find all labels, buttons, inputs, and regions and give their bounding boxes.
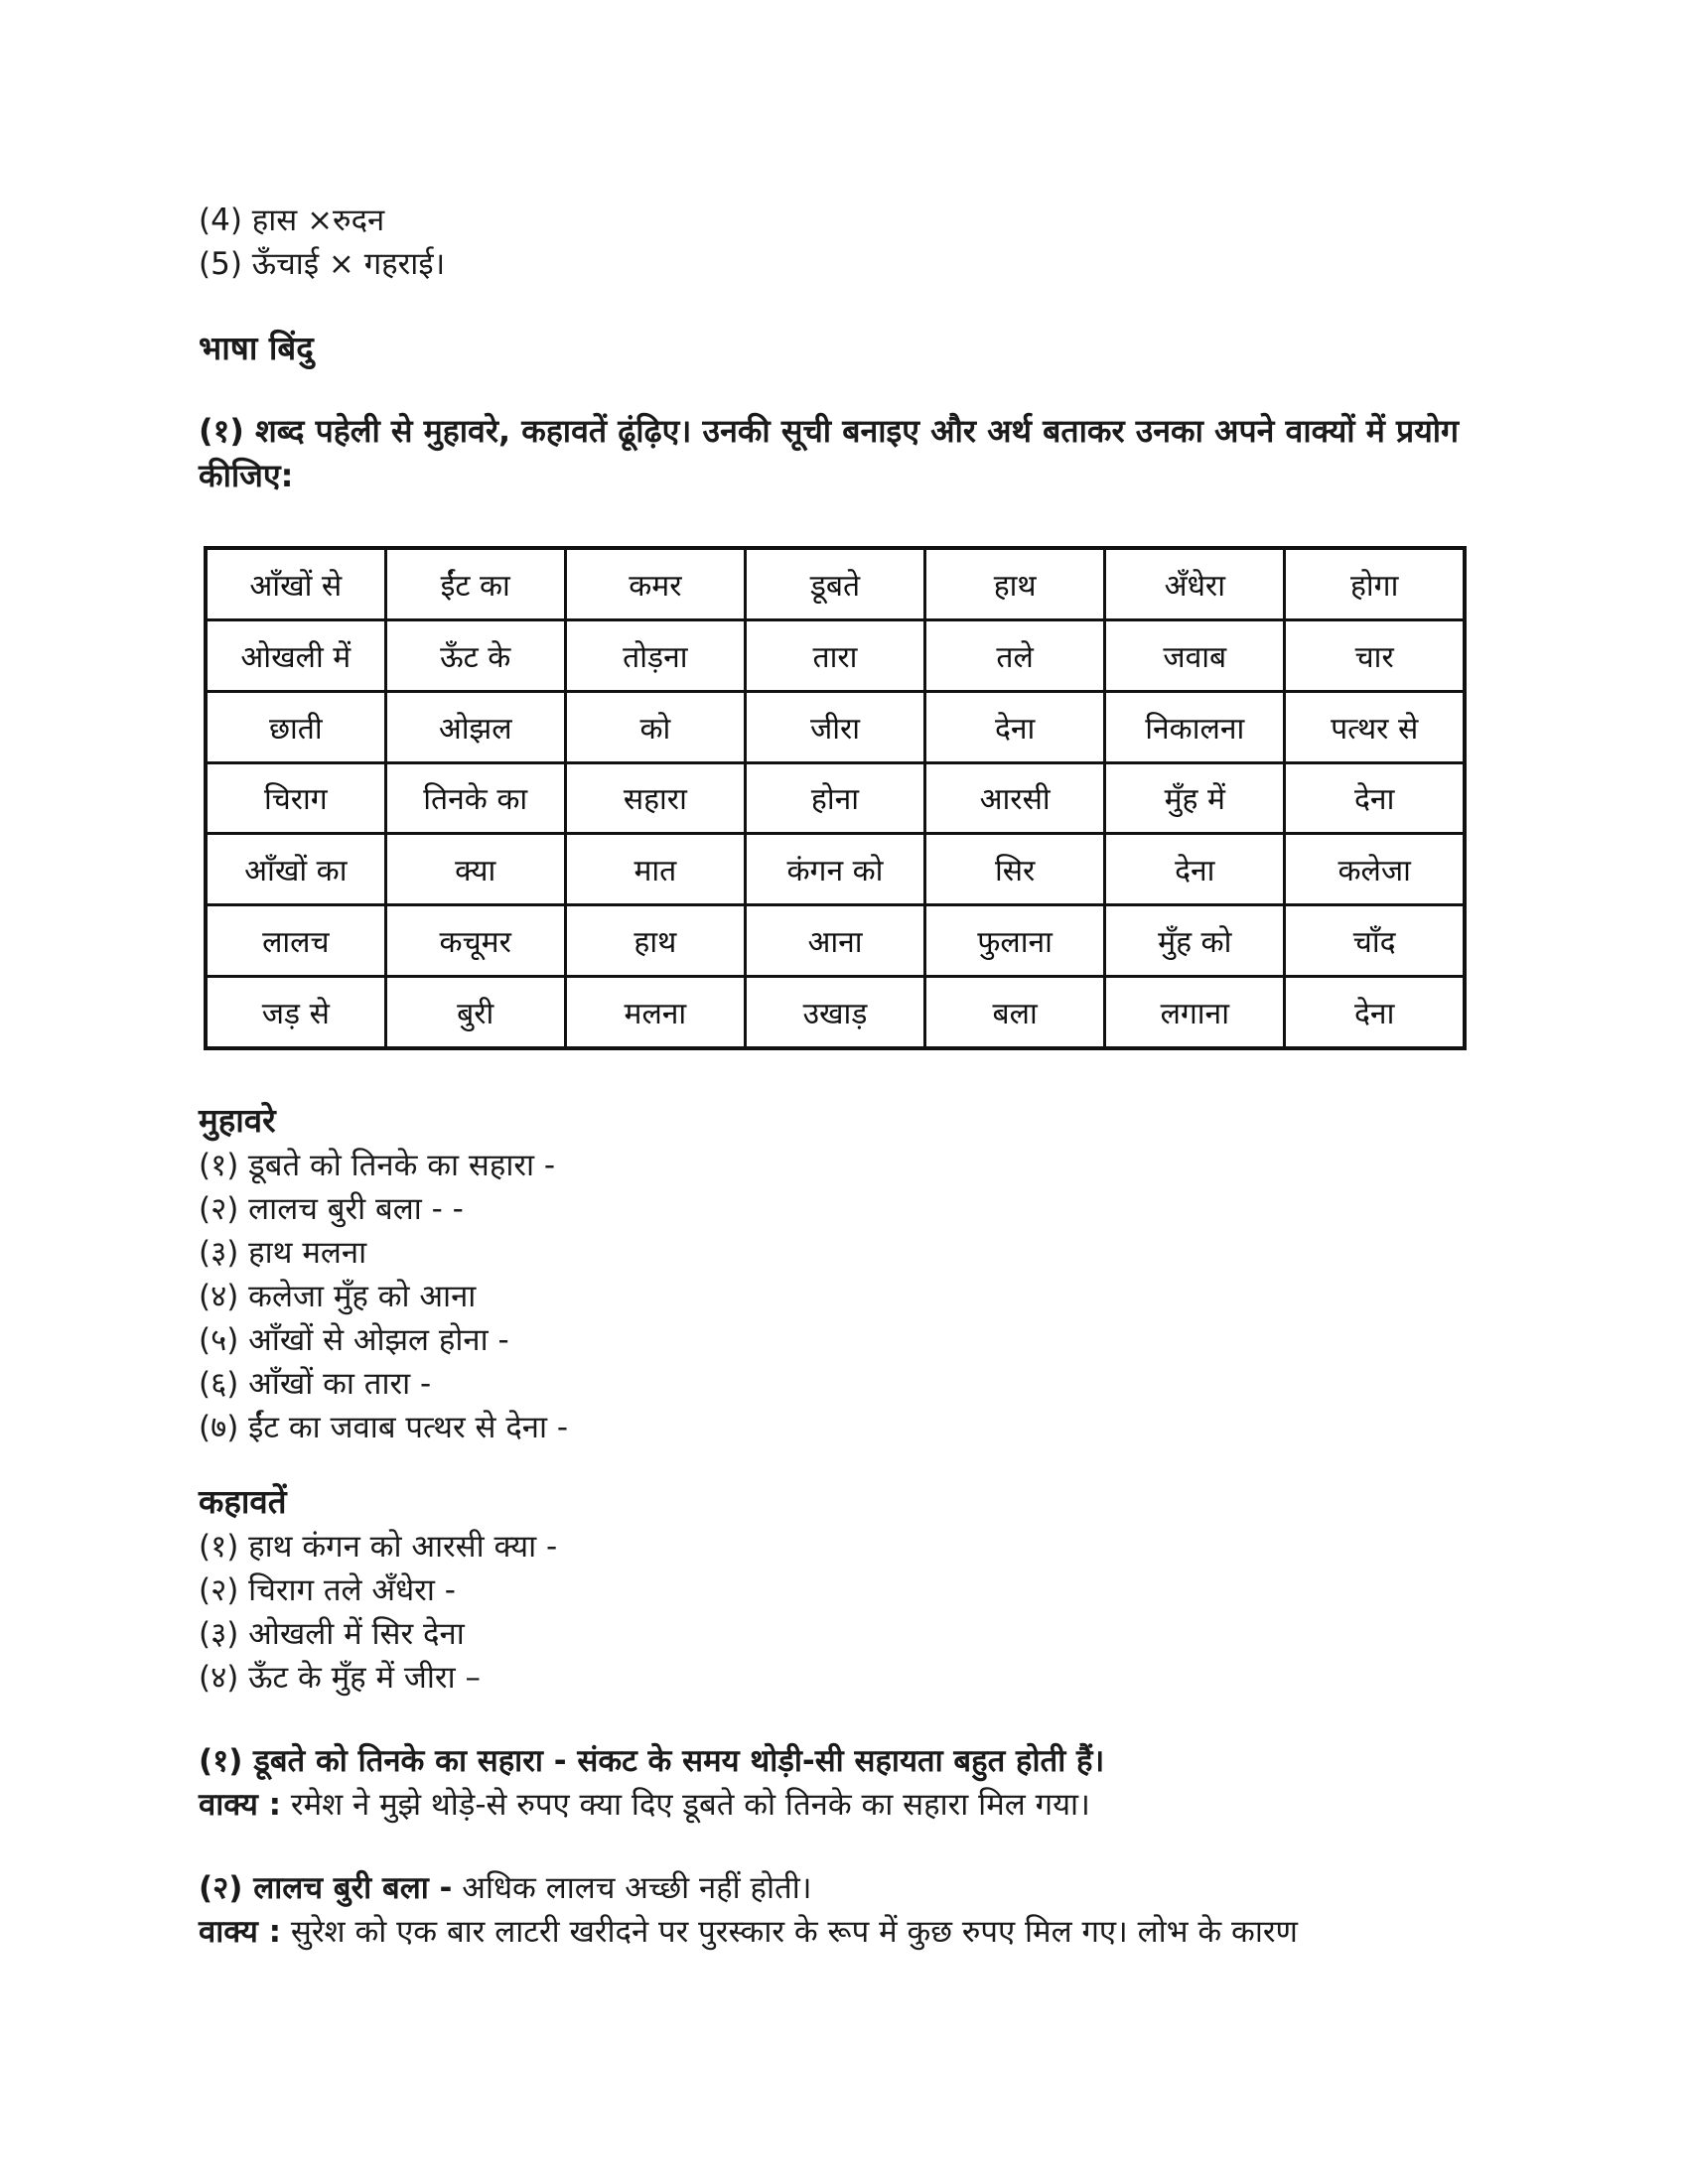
puzzle-cell: अँधेरा bbox=[1105, 548, 1285, 620]
sentence-label: वाक्य : bbox=[199, 1787, 282, 1823]
sentence-label: वाक्य : bbox=[199, 1914, 282, 1950]
puzzle-cell: चार bbox=[1285, 620, 1465, 692]
puzzle-row bbox=[206, 620, 1465, 692]
puzzle-cell: बला bbox=[925, 976, 1105, 1048]
puzzle-cell: देना bbox=[1285, 762, 1465, 834]
muhavare-title: मुहावरे bbox=[199, 1101, 276, 1140]
puzzle-cell: फुलाना bbox=[925, 905, 1105, 977]
list-item: (१) डूबते को तिनके का सहारा - bbox=[199, 1148, 556, 1183]
puzzle-cell: होना bbox=[745, 762, 924, 834]
puzzle-cell: पत्थर से bbox=[1285, 691, 1465, 762]
word-puzzle-grid bbox=[204, 546, 1467, 1050]
puzzle-cell: कचूमर bbox=[385, 905, 565, 977]
puzzle-cell: ओखली में bbox=[206, 620, 385, 692]
puzzle-cell: हाथ bbox=[565, 905, 745, 977]
puzzle-cell: मुँह को bbox=[1105, 905, 1285, 977]
puzzle-cell: देना bbox=[1105, 834, 1285, 905]
list-item: (६) आँखों का तारा - bbox=[199, 1366, 432, 1402]
puzzle-cell: आँखों का bbox=[206, 834, 385, 905]
puzzle-row bbox=[206, 976, 1465, 1048]
puzzle-row bbox=[206, 691, 1465, 762]
list-item: (२) चिराग तले अँधेरा - bbox=[199, 1572, 456, 1608]
puzzle-cell: होगा bbox=[1285, 548, 1465, 620]
example-heading-line bbox=[199, 1739, 1104, 1783]
puzzle-cell: छाती bbox=[206, 691, 385, 762]
puzzle-cell: कमर bbox=[565, 548, 745, 620]
example-heading-line bbox=[199, 1866, 1298, 1910]
puzzle-cell: जवाब bbox=[1105, 620, 1285, 692]
puzzle-cell: ईंट का bbox=[385, 548, 565, 620]
list-item: (५) आँखों से ओझल होना - bbox=[199, 1322, 509, 1358]
puzzle-cell: चाँद bbox=[1285, 905, 1465, 977]
puzzle-cell: ऊँट के bbox=[385, 620, 565, 692]
question-text: (१) शब्द पहेली से मुहावरे, कहावतें ढूंढ़िए। उनकी सूची बनाइए और अर्थ बताकर उनका अपने वाक्यों में प्रयोग कीजिए: bbox=[199, 412, 1460, 494]
puzzle-row bbox=[206, 834, 1465, 905]
example-sentence-line bbox=[199, 1783, 1104, 1827]
list-item: (४) कलेजा मुँह को आना bbox=[199, 1279, 477, 1314]
puzzle-cell: लगाना bbox=[1105, 976, 1285, 1048]
puzzle-cell: आना bbox=[745, 905, 924, 977]
list-item: (३) ओखली में सिर देना bbox=[199, 1616, 465, 1652]
puzzle-cell: क्या bbox=[385, 834, 565, 905]
example-sentence: सुरेश को एक बार लाटरी खरीदने पर पुरस्कार के रूप में कुछ रुपए मिल गए। लोभ के कारण bbox=[281, 1914, 1298, 1950]
antonym-line-4: (4) हास ×रुदन bbox=[199, 203, 385, 238]
example-heading: (१) डूबते को तिनके का सहारा - संकट के समय थोड़ी-सी सहायता बहुत होती हैं। bbox=[199, 1743, 1105, 1779]
puzzle-cell: आरसी bbox=[925, 762, 1105, 834]
example-sentence-line bbox=[199, 1910, 1298, 1954]
example-meaning: अधिक लालच अच्छी नहीं होती। bbox=[452, 1870, 812, 1906]
puzzle-cell: ओझल bbox=[385, 691, 565, 762]
puzzle-cell: देना bbox=[925, 691, 1105, 762]
puzzle-cell: को bbox=[565, 691, 745, 762]
puzzle-cell: बुरी bbox=[385, 976, 565, 1048]
puzzle-cell: डूबते bbox=[745, 548, 924, 620]
puzzle-row bbox=[206, 905, 1465, 977]
puzzle-cell: कलेजा bbox=[1285, 834, 1465, 905]
puzzle-cell: सिर bbox=[925, 834, 1105, 905]
puzzle-cell: मुँह में bbox=[1105, 762, 1285, 834]
section-heading: भाषा बिंदु bbox=[199, 329, 314, 367]
puzzle-cell: मात bbox=[565, 834, 745, 905]
puzzle-cell: तिनके का bbox=[385, 762, 565, 834]
list-item: (७) ईंट का जवाब पत्थर से देना - bbox=[199, 1410, 569, 1445]
puzzle-cell: हाथ bbox=[925, 548, 1105, 620]
kahavaten-list bbox=[199, 1525, 557, 1700]
muhavare-list bbox=[199, 1144, 568, 1449]
puzzle-cell: आँखों से bbox=[206, 548, 385, 620]
puzzle-cell: जीरा bbox=[745, 691, 924, 762]
example-sentence: रमेश ने मुझे थोड़े-से रुपए क्या दिए डूबते को तिनके का सहारा मिल गया। bbox=[281, 1787, 1090, 1823]
list-item: (१) हाथ कंगन को आरसी क्या - bbox=[199, 1529, 558, 1565]
puzzle-cell: कंगन को bbox=[745, 834, 924, 905]
list-item: (२) लालच बुरी बला - - bbox=[199, 1191, 464, 1227]
puzzle-cell: तोड़ना bbox=[565, 620, 745, 692]
puzzle-row bbox=[206, 762, 1465, 834]
puzzle-cell: जड़ से bbox=[206, 976, 385, 1048]
puzzle-cell: तले bbox=[925, 620, 1105, 692]
puzzle-cell: निकालना bbox=[1105, 691, 1285, 762]
kahavaten-title: कहावतें bbox=[199, 1482, 287, 1521]
example-heading: (२) लालच बुरी बला - bbox=[199, 1870, 453, 1906]
puzzle-cell: लालच bbox=[206, 905, 385, 977]
puzzle-cell: मलना bbox=[565, 976, 745, 1048]
list-item: (३) हाथ मलना bbox=[199, 1235, 367, 1271]
example-1 bbox=[199, 1739, 1104, 1827]
antonym-line-5: (5) ऊँचाई × गहराई। bbox=[199, 246, 446, 282]
puzzle-cell: सहारा bbox=[565, 762, 745, 834]
puzzle-row bbox=[206, 548, 1465, 620]
puzzle-cell: तारा bbox=[745, 620, 924, 692]
puzzle-cell: चिराग bbox=[206, 762, 385, 834]
puzzle-cell: उखाड़ bbox=[745, 976, 924, 1048]
list-item: (४) ऊँट के मुँह में जीरा – bbox=[199, 1660, 481, 1696]
example-2 bbox=[199, 1866, 1298, 1954]
puzzle-cell: देना bbox=[1285, 976, 1465, 1048]
